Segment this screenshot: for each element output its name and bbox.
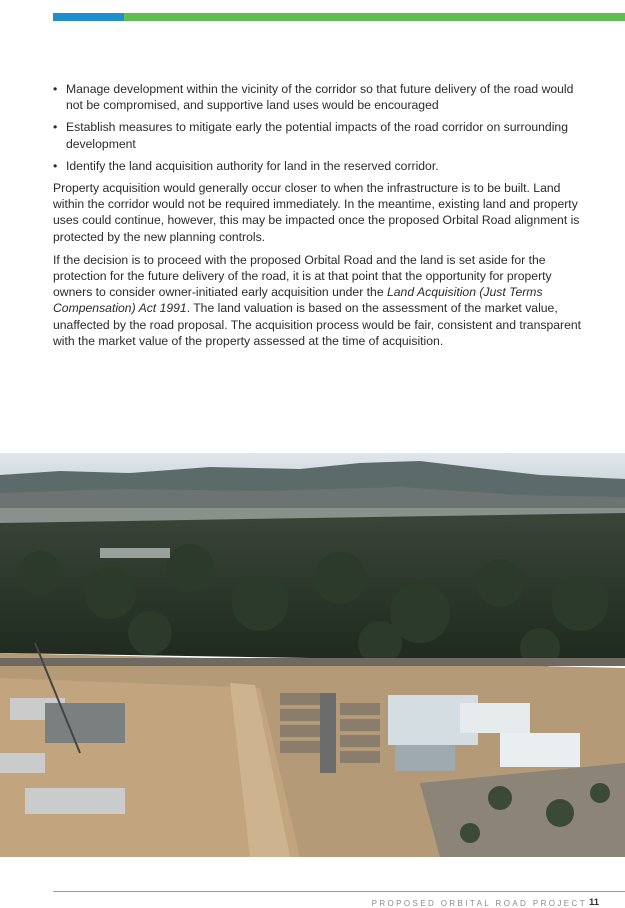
accent-bar-green — [124, 13, 625, 21]
paragraph-acquisition-timing: Property acquisition would generally occur closer to when the infrastructure is to be built. Land within the corridor would not be required immediately. In the meantime, existing land and property uses could continue, however, this may be impacted once the proposed Orbital Road alignment is protected by the new planning controls. — [53, 181, 580, 244]
paragraph-early-acquisition: If the decision is to proceed with the proposed Orbital Road and the land is set aside for the protection for the future delivery of the road, it is at that point that the opportunity for property owners to consider owner-initiated early acquisition under the Land Acquisition (Just Terms Compensation) Act 1991. The land valuation is based on the assessment of the market value, unaffected by the road proposal. The acquisition process would be fair, consistent and transparent with the market value of the property assessed at the time of acquisition. — [53, 252, 582, 348]
header-accent-bar — [53, 13, 625, 21]
aerial-photo-illustration — [0, 453, 625, 857]
bullet-icon: • — [53, 120, 58, 135]
act-title: Land Acquisition (Just Terms Compensation) Act 1991 — [53, 285, 543, 316]
aerial-photo — [0, 453, 625, 857]
footer-rule — [53, 891, 625, 892]
list-item: • Establish measures to mitigate early the potential impacts of the road corridor on surrounding development — [53, 120, 568, 151]
list-item: • Manage development within the vicinity of the corridor so that future delivery of the road would not be compromised, and supportive land uses would be encouraged — [53, 82, 574, 113]
footer-title: PROPOSED ORBITAL ROAD PROJECT — [371, 899, 587, 908]
bullet-list — [53, 81, 593, 174]
body-text — [53, 81, 593, 356]
bullet-icon: • — [53, 158, 58, 173]
list-item: • Identify the land acquisition authority for land in the reserved corridor. — [53, 158, 439, 173]
bullet-icon: • — [53, 82, 58, 96]
page-number: 11 — [588, 897, 599, 908]
accent-bar-blue — [53, 13, 124, 21]
